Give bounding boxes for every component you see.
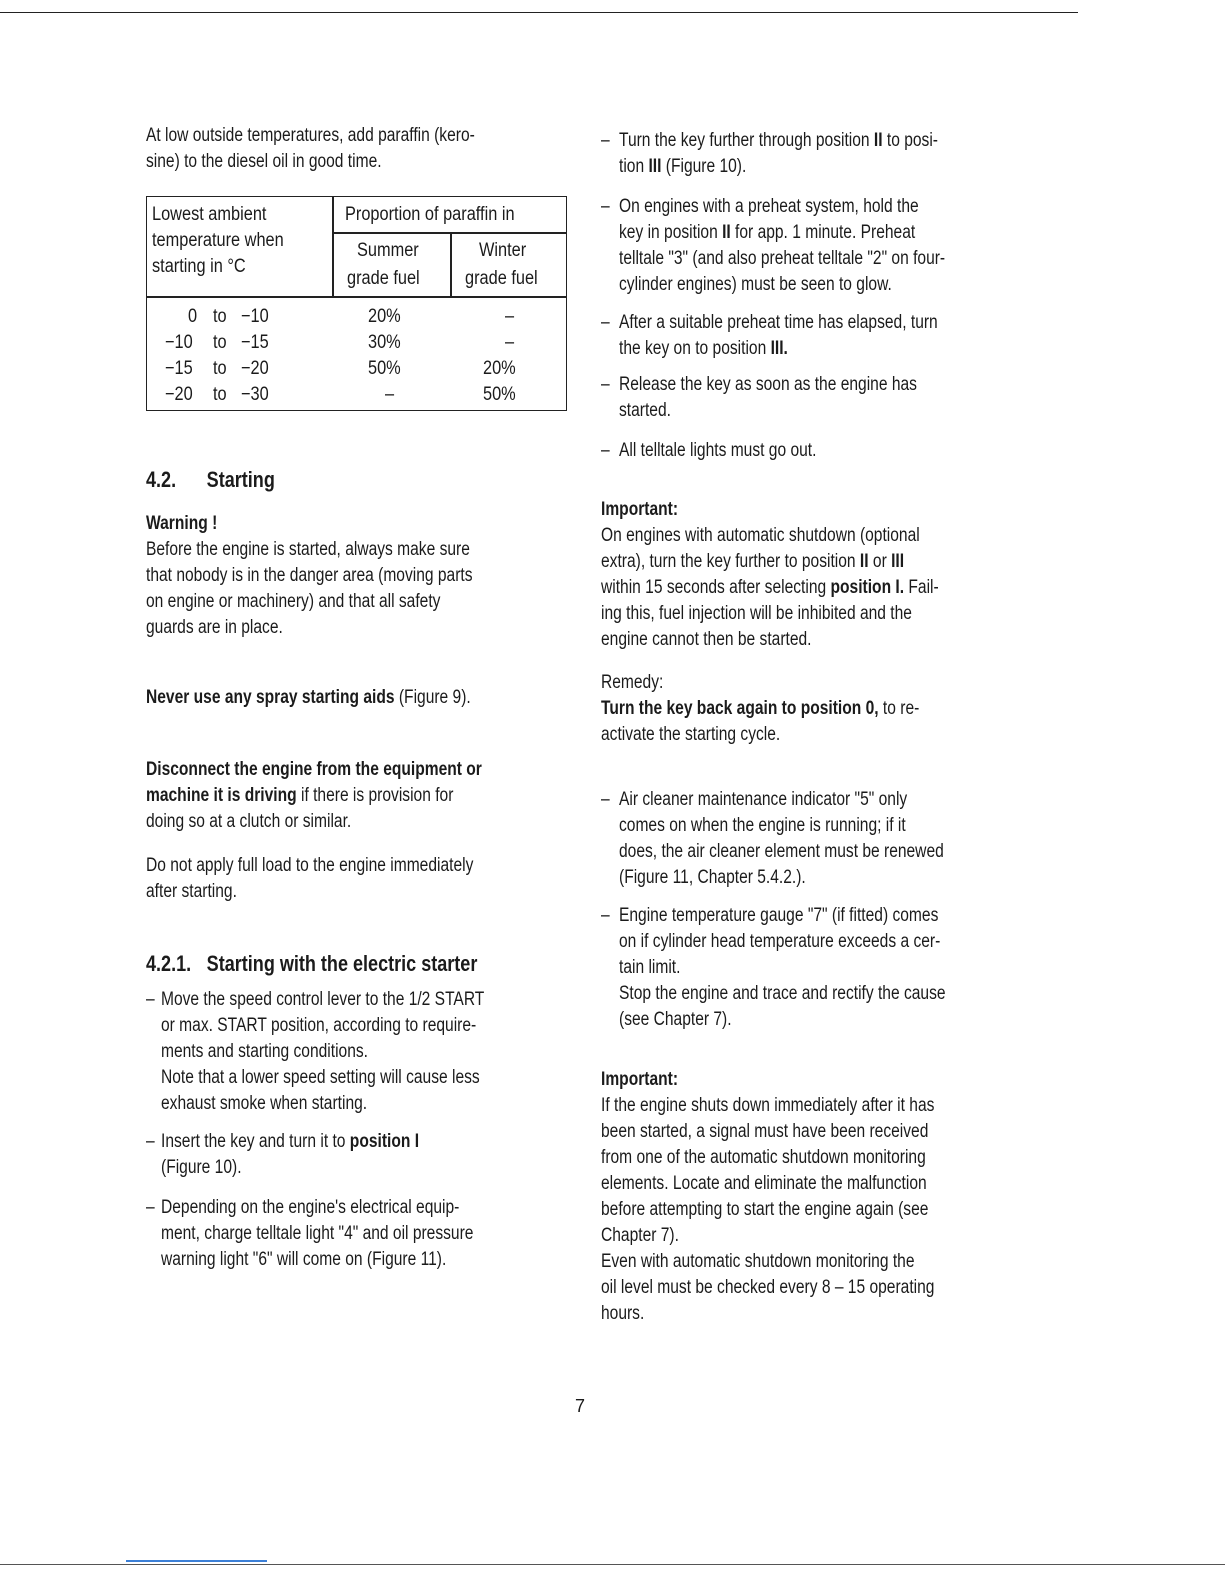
remedy-line2: activate the starting cycle. (601, 724, 781, 745)
t: (Figure 10). (661, 156, 747, 177)
warning-text: Before the engine is started, always make sure that nobody is in the danger area (moving parts on engine or machinery) and that all safety guards are in place. (146, 539, 473, 638)
bullet-dash: – (601, 440, 610, 461)
step-insert-key-figure: (Figure 10). (161, 1157, 242, 1178)
table-cell-from: 0 (188, 306, 198, 327)
bullet-dash: – (146, 989, 155, 1010)
no-load-text: Do not apply full load to the engine immediately after starting. (146, 855, 474, 902)
important-label-1: Important: (601, 499, 679, 520)
b: II (722, 222, 731, 243)
table-cell-summer: 30% (368, 332, 401, 353)
table-cell-from: −20 (165, 384, 193, 405)
table-cell-summer: 50% (368, 358, 401, 379)
table-cell-to: −15 (241, 332, 269, 353)
b: Turn the key back again to position 0, (601, 698, 879, 719)
step-after-preheat-line2 (619, 336, 788, 362)
t: Turn the key further through position (619, 130, 874, 151)
disconnect-bold: machine it is driving (146, 785, 297, 806)
disconnect-line-1: Disconnect the engine from the equipment or (146, 759, 482, 780)
b: position I. (830, 577, 905, 598)
table-cell-from: −10 (165, 332, 193, 353)
step-engine-temperature: Engine temperature gauge "7" (if fitted) comes on if cylinder head temperature exceeds a cer- tain limit. Stop the engine and trace and rectify the cause (see Chapter 7). (619, 905, 946, 1030)
table-cell-summer: 20% (368, 306, 401, 327)
table-cell-to: −20 (241, 358, 269, 379)
step-insert-key-bold: position I (349, 1131, 420, 1152)
step-speed-lever: Move the speed control lever to the 1/2 START or max. START position, according to require- ments and starting conditions. Note that a lower speed setting will cause less exhaust smoke when starting. (161, 989, 485, 1114)
section-number: 4.2. (146, 467, 177, 492)
step-preheat-rest: telltale "3" (and also preheat telltale "2" on four- cylinder engines) must be seen to glow. (619, 248, 946, 295)
bullet-dash: – (601, 130, 610, 151)
step-insert-key-pre: Insert the key and turn it to (161, 1131, 350, 1152)
subsection-number: 4.2.1. (146, 951, 192, 976)
table-cell-to-word: to (213, 384, 227, 405)
step-lights-out: All telltale lights must go out. (619, 440, 817, 461)
step-preheat-line1: On engines with a preheat system, hold the (619, 196, 919, 217)
important-label-2: Important: (601, 1069, 679, 1090)
never-spray-bold: Never use any spray starting aids (146, 687, 395, 708)
remedy-line1 (601, 696, 919, 722)
t: to posi- (882, 130, 938, 151)
remedy-label: Remedy: (601, 672, 664, 693)
b: II (873, 130, 883, 151)
table-header-temperature: temperature when (152, 230, 284, 251)
step-air-cleaner: Air cleaner maintenance indicator "5" only comes on when the engine is running; if it does, the air cleaner element must be renewed (Figure 11, Chapter 5.4.2.). (619, 789, 944, 888)
table-cell-to-word: to (213, 306, 227, 327)
step-release-key: Release the key as soon as the engine has started. (619, 374, 917, 421)
step-preheat-line2 (619, 220, 915, 246)
bullet-dash: – (601, 905, 610, 926)
step-insert-key (161, 1129, 419, 1155)
blue-mark (126, 1560, 267, 1562)
table-cell-winter: – (505, 306, 515, 327)
intro-text: At low outside temperatures, add paraffin (kero- sine) to the diesel oil in good time. (146, 125, 475, 172)
table-header-summer-grade: grade fuel (347, 268, 420, 289)
b: II (859, 551, 869, 572)
paraffin-table (146, 196, 567, 411)
table-cell-to: −10 (241, 306, 269, 327)
table-header-starting: starting in °C (152, 256, 246, 277)
warning-label: Warning ! (146, 513, 218, 534)
b: III. (770, 338, 788, 359)
t: Fail- (904, 577, 939, 598)
page-number: 7 (575, 1396, 586, 1416)
table-cell-from: −15 (165, 358, 193, 379)
disconnect-line-3: doing so at a clutch or similar. (146, 811, 352, 832)
step-turn-key-line2 (619, 154, 746, 180)
step-turn-key-line1 (619, 128, 938, 154)
important-1-line2 (601, 549, 904, 575)
subsection-title: Starting with the electric starter (206, 951, 478, 976)
table-header-lowest: Lowest ambient (152, 204, 267, 225)
step-after-preheat-line1: After a suitable preheat time has elapsed, turn (619, 312, 938, 333)
t: extra), turn the key further to position (601, 551, 860, 572)
bullet-dash: – (601, 196, 610, 217)
top-rule (0, 12, 1078, 13)
t: for app. 1 minute. Preheat (730, 222, 916, 243)
important-1-line3 (601, 575, 939, 601)
t: or (868, 551, 892, 572)
table-header-summer: Summer (357, 240, 419, 261)
t: within 15 seconds after selecting (601, 577, 831, 598)
bullet-dash: – (146, 1131, 155, 1152)
never-spray-text (146, 685, 471, 711)
step-telltale-lights: Depending on the engine's electrical equip- ment, charge telltale light "4" and oil pressure warning light "6" will come on (Figure 11). (161, 1197, 474, 1270)
t: tion (619, 156, 649, 177)
table-header-winter-grade: grade fuel (465, 268, 538, 289)
disconnect-rest: if there is provision for (296, 785, 454, 806)
never-spray-rest: (Figure 9). (394, 687, 471, 708)
table-header-proportion: Proportion of paraffin in (345, 204, 515, 225)
section-title: Starting (206, 467, 275, 492)
subsection-heading (146, 951, 477, 977)
t: key in position (619, 222, 723, 243)
t: the key on to position (619, 338, 771, 359)
table-cell-winter: 50% (483, 384, 516, 405)
t: to re- (878, 698, 920, 719)
bullet-dash: – (601, 789, 610, 810)
table-header-winter: Winter (479, 240, 527, 261)
table-cell-winter: 20% (483, 358, 516, 379)
important-1-line1: On engines with automatic shutdown (optional (601, 525, 920, 546)
bullet-dash: – (146, 1197, 155, 1218)
bottom-rule (0, 1564, 1225, 1565)
table-cell-to: −30 (241, 384, 269, 405)
important-1-rest: ing this, fuel injection will be inhibited and the engine cannot then be started. (601, 603, 912, 650)
disconnect-line-2 (146, 783, 453, 809)
b: III (648, 156, 662, 177)
b: III (891, 551, 905, 572)
table-cell-to-word: to (213, 358, 227, 379)
table-cell-to-word: to (213, 332, 227, 353)
important-2-text: If the engine shuts down immediately after it has been started, a signal must have been received from one of the automatic shutdown monitoring elements. Locate and eliminate the malfunction before attempting to start the engine again (see Chapter 7). Even with automatic shutdown monitoring the oil level must be checked every 8 – 15 operating hours. (601, 1095, 935, 1324)
bullet-dash: – (601, 312, 610, 333)
table-cell-summer: – (385, 384, 395, 405)
bullet-dash: – (601, 374, 610, 395)
table-cell-winter: – (505, 332, 515, 353)
section-heading (146, 467, 275, 493)
